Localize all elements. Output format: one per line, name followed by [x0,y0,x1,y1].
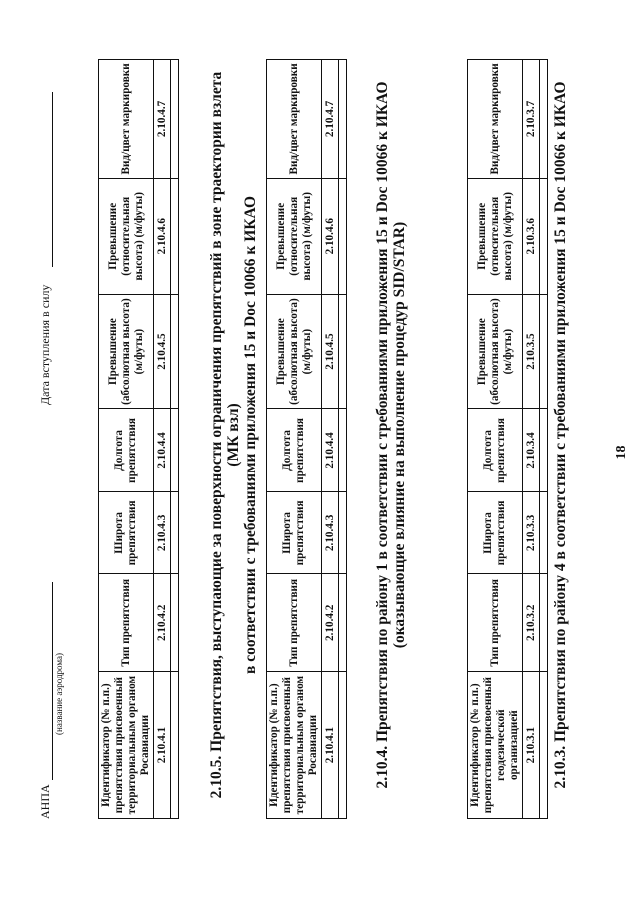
column-header-absolute-elevation: Превышение (абсолютная высота) (м/футы) [267,294,322,409]
column-header-relative-elevation: Превышение (относительная высота) (м/футы) [267,178,322,294]
section-subtitle: (оказывающие влияние на выполнение процедур SID/STAR) [391,221,408,649]
footer-aerodrome-caption: (название аэродрома) [54,653,64,735]
cell-code: 2.10.3.2 [523,574,540,672]
cell-code: 2.10.4.2 [322,574,339,672]
column-header-id: Идентификатор (№ п.п.) препятствия присвоенный территориальным органом Росавиации [267,672,322,819]
column-header-type: Тип препятствия [99,574,154,672]
cell-code: 2.10.4.7 [154,60,171,179]
section-heading-2-10-4 [374,65,408,805]
column-header-relative-elevation: Превышение (относительная высота) (м/футы) [468,178,523,294]
footer-effective-date-line [38,92,53,267]
column-header-longitude: Долгота препятствия [468,409,523,492]
table-row [322,60,339,819]
cell-code: 2.10.3.7 [523,60,540,179]
cell-code: 2.10.4.5 [154,294,171,409]
cell-code: 2.10.4.6 [154,178,171,294]
cell-code: 2.10.3.3 [523,492,540,574]
footer-aerodrome-label: АНПА [38,784,52,819]
section-heading-2-10-5 [208,65,259,805]
cell-code: 2.10.4.3 [154,492,171,574]
table-header-row [468,60,523,819]
cell-code: 2.10.4.1 [154,672,171,819]
cell-code: 2.10.4.5 [322,294,339,409]
cell-code: 2.10.4.4 [322,409,339,492]
table-row [523,60,540,819]
column-header-longitude: Долгота препятствия [267,409,322,492]
cell-code: 2.10.3.4 [523,409,540,492]
column-header-latitude: Широта препятствия [267,492,322,574]
footer-aerodrome-line [38,582,53,780]
column-header-marking: Вид/цвет маркировки [468,60,523,179]
table-row [154,60,171,819]
table-row-empty [540,60,548,819]
column-header-type: Тип препятствия [267,574,322,672]
page-number: 18 [614,445,629,460]
section-heading-2-10-3 [552,65,569,805]
column-header-latitude: Широта препятствия [99,492,154,574]
column-header-latitude: Широта препятствия [468,492,523,574]
table-header-row [99,60,154,819]
section-title: 2.10.3. Препятствия по району 4 в соответствии с требованиями приложения 15 и Doc 10066 к ИКАО [552,81,569,789]
obstacles-table-2-10-3 [467,59,548,819]
column-header-absolute-elevation: Превышение (абсолютная высота) (м/футы) [468,294,523,409]
column-header-id: Идентификатор (№ п.п.) препятствия присвоенный геодезической организацией [468,672,523,819]
section-title: 2.10.5. Препятствия, выступающие за поверхности ограничения препятствий в зоне траектории взлета (МК взл) [208,71,242,799]
column-header-absolute-elevation: Превышение (абсолютная высота) (м/футы) [99,294,154,409]
table-header-row [267,60,322,819]
cell-code: 2.10.3.6 [523,178,540,294]
cell-code: 2.10.3.1 [523,672,540,819]
section-subtitle: в соответствии с требованиями приложения 15 и Doc 10066 к ИКАО [242,195,259,675]
footer-effective-date-label: Дата вступления в силу [38,284,52,405]
section-title: 2.10.4. Препятствия по району 1 в соответствии с требованиями приложения 15 и Doc 10066 к ИКАО [374,81,391,789]
column-header-relative-elevation: Превышение (относительная высота) (м/футы) [99,178,154,294]
column-header-marking: Вид/цвет маркировки [267,60,322,179]
cell-code: 2.10.4.6 [322,178,339,294]
cell-code: 2.10.4.3 [322,492,339,574]
cell-code: 2.10.4.7 [322,60,339,179]
column-header-id: Идентификатор (№ п.п.) препятствия присвоенный территориальным органом Росавиации [99,672,154,819]
cell-code: 2.10.3.5 [523,294,540,409]
obstacles-table-2-10-4 [266,59,347,819]
obstacles-table-2-10-5 [98,59,179,819]
table-row-empty [339,60,347,819]
column-header-marking: Вид/цвет маркировки [99,60,154,179]
column-header-type: Тип препятствия [468,574,523,672]
column-header-longitude: Долгота препятствия [99,409,154,492]
table-row-empty [171,60,179,819]
cell-code: 2.10.4.1 [322,672,339,819]
cell-code: 2.10.4.4 [154,409,171,492]
cell-code: 2.10.4.2 [154,574,171,672]
